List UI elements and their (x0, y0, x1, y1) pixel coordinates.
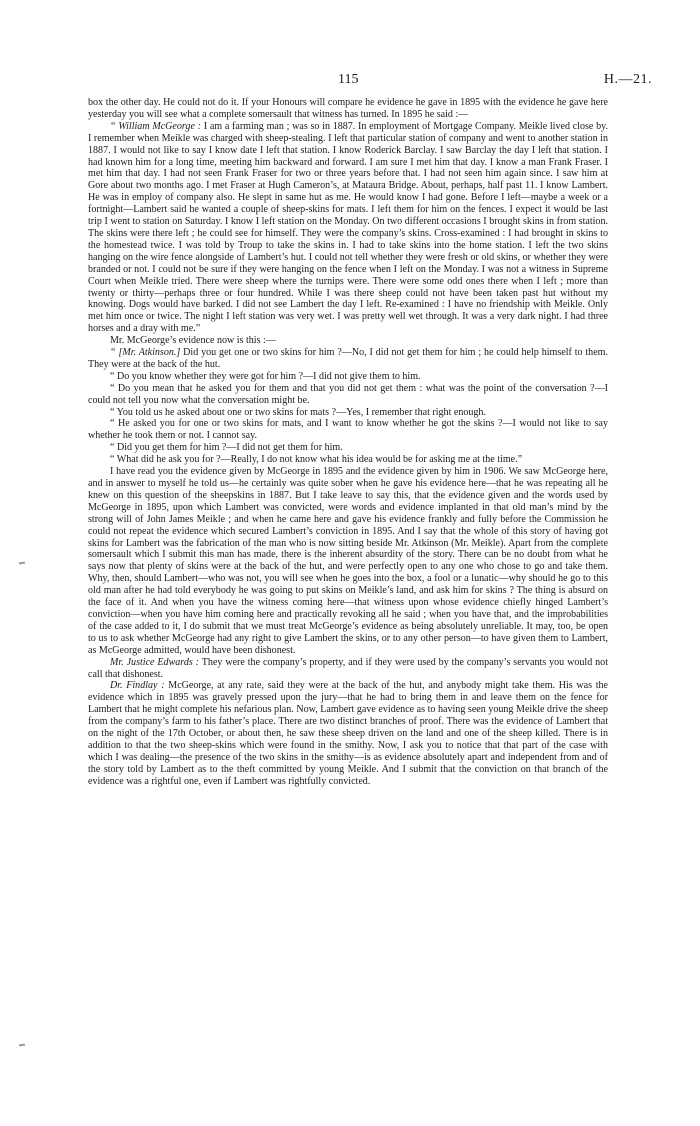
page-header (0, 72, 700, 92)
paragraph: I have read you the evidence given by McGeorge in 1895 and the evidence given by him in 1906. We saw McGeorge here, and in answer to myself he told us—he certainly was quite sober when he gave his evidence here—that he was repeating all he knew on this question of the sheepskins in 1887. But I take leave to say this, that the evidence given and the words used by McGeorge in 1895, upon which Lambert was convicted, were words and evidence implanted in that old man’s mind by the strong will of John James Meikle ; and when he came here and gave his evidence frankly and fully before the Commission he could not repeat the evidence which secured Lambert’s conviction in 1895. And I say that the whole of this story of having got skins for Lambert was the fabrication of the man who is now sitting beside Mr. Atkinson (Mr. Meikle). Apart from the complete somersault which I submit this man has made, there is the inherent absurdity of the story. There can be no doubt from what he says now that plenty of skins were at the back of the hut, and were perfectly open to any one who chose to go and take them. Why, then, should Lambert—who was not, you will see when he goes into the box, a fool or a lunatic—why should he go to this old man after he had told everybody he was going to put skins on Meikle’s land, and ask him for skins ? The thing is absurd on the face of it. And when you have the witness coming here—that witness upon whose evidence chiefly hinged Lambert’s conviction—when you have him coming here and practically revoking all he said ; when you have that, and the improbabilities of the case added to it, I do submit that we must treat McGeorge’s evidence as being absolutely unreliable. It may, too, be open to us to ask whether McGeorge had any right to give Lambert the skins, or to any other person—to have given them to Lambert, as McGeorge admitted, would have been dishonest. (88, 466, 608, 656)
quoted-question: “ [Mr. Atkinson.] Did you get one or two skins for him ?—No, I did not get them for him ; he could help himself to them. They were at the back of the hut. (88, 347, 608, 370)
paragraph-speaker: Mr. Justice Edwards : They were the company’s property, and if they were used by the company’s servants you would not call that dishonest. (88, 656, 608, 680)
paragraph-speaker: Dr. Findlay : McGeorge, at any rate, said they were at the back of the hut, and anybody might take them. His was the evidence which in 1895 was gravely pressed upon the jury—that he had to bring them in and leave them on the fence for Lambert that he might complete his nefarious plan. Now, Lambert gave evidence as to having seen young Meikle drive the sheep from the company’s farm to his father’s place. There are two distinct branches of proof. There was the evidence of Lambert that on the night of the 17th October, or about then, he saw these sheep driven on the land and one of the sheep killed. There is in addition to that the two sheep-skins which were found in the smithy. Now, I ask you to notice that that part of the case with which I was dealing—the presence of the two skins in the smithy—is as evidence absolutely apart and independent from and of the story told by Lambert as to the theft committed by young Meikle. And I submit that the conviction on that branch of the evidence was a rightful one, even if Lambert was rightfully convicted. (88, 680, 608, 787)
quoted-question: “ Do you know whether they were got for him ?—I did not give them to him. (110, 370, 421, 382)
quoted-question: “ You told us he asked about one or two skins for mats ?—Yes, I remember that right enough. (110, 406, 486, 418)
speaker-name: Mr. Justice Edwards : (110, 656, 200, 668)
margin-mark (19, 1044, 25, 1047)
paper-reference: H.—21. (603, 72, 652, 87)
paragraph: Mr. McGeorge’s evidence now is this :— (110, 335, 276, 347)
document-body (88, 97, 608, 788)
quoted-question: “ What did he ask you for ?—Really, I do not know what his idea would be for asking me at the time.” (110, 454, 523, 466)
margin-mark (19, 562, 25, 565)
speaker-name: Dr. Findlay : (110, 680, 165, 692)
paragraph-continuation: box the other day. He could not do it. If your Honours will compare he evidence he gave in 1895 with the evidence he gave here yesterday you will see what a complete somersault that witness has turned. In 1895 he said :— (88, 97, 608, 120)
quoted-testimony: “ William McGeorge : I am a farming man ; was so in 1887. In employment of Mortgage Company. Meikle lived close by. I remember when Meikle was charged with sheep-stealing. I left that particular station of company and went to another station in 1887. I would not like to say I know date I left that station. I know Roderick Barclay. I saw Barclay the day I left that station. I had known him for a long time, meeting him backward and forward. I am sure I met him that day. I know a man Frank Fraser. I met him that day. I had not seen Frank Fraser for two or three years before that. I had not seen him again since. I saw him at Gore about two months ago. I met Fraser at Hugh Cameron’s, at Mataura Bridge. About, perhaps, half past 11. I know Lambert. He was in employ of company also. He slept in same hut as me. He would know I had gone. Before I left—maybe a week or a fortnight—Lambert said he wanted a couple of sheep-skins for mats. I left them for him on the fences. I expect it would be last trip I went to station on Saturday. I know I left station on the Monday. On two different occasions I brought skins in from station. The skins were there left ; he could see for himself. They were the company’s skins. Cross-examined : I had brought in skins to the homestead twice. I was told by Troup to take the skins in. I had to take skins into the home station. I left the two skins hanging on the wire fence alongside of Lambert’s hut. I could not tell whether they were fresh or old skins, or whether they were branded or not. I could not be sure if they were hanging on the fence when I left on the Monday. I was not a witness in Supreme Court when Meikle tried. There were sheep where the turnips were. There were some odd ones there when I left ; more than twenty or thirty—perhaps three or four hundred. While I was there sheep could not have been taken past hut without my knowing. Dogs would have barked. I did not see Lambert the day I left. Re-examined : I have no friendship with Meikle. Only met him once or twice. The night I left station was very wet. I was pretty well wet through. It was a very dark night. I had three horses and a dray with me.” (88, 120, 608, 335)
speaker-name: “ William McGeorge : (110, 120, 201, 132)
speaker-name: “ [Mr. Atkinson.] (110, 347, 181, 359)
quoted-question: “ Do you mean that he asked you for them and that you did not get them : what was the point of the conversation ?—I could not tell you now what the conversation might be. (88, 382, 608, 406)
quoted-question: “ Did you get them for him ?—I did not get them for him. (110, 442, 343, 454)
page-number: 115 (338, 72, 359, 87)
quoted-question: “ He asked you for one or two skins for mats, and I want to know whether he got the skins ?—I would not like to say whether he took them or not. I cannot say. (88, 418, 608, 442)
